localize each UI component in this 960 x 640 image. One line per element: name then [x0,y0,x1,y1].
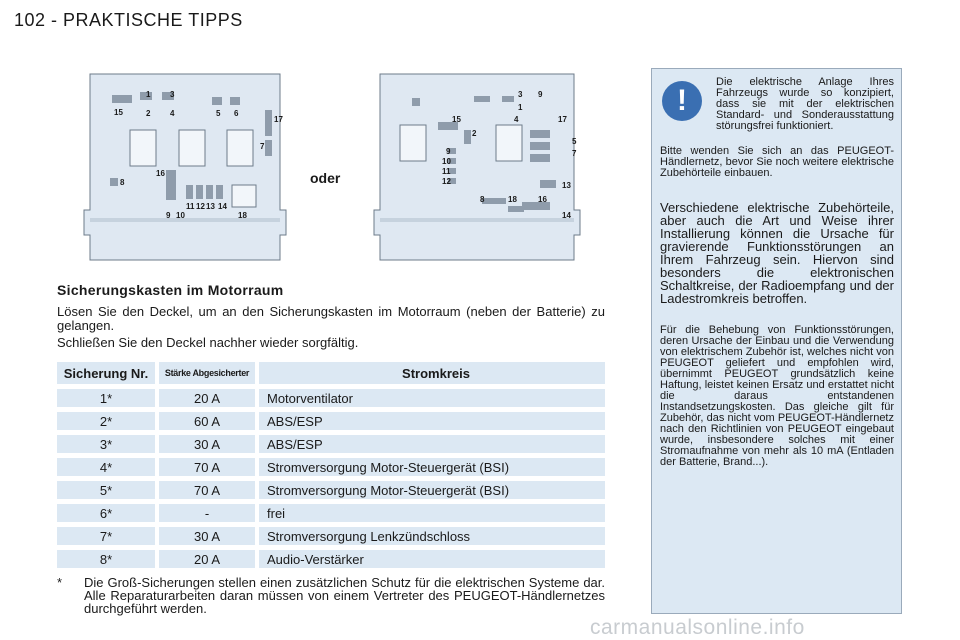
fuse-amperage: 20 A [159,389,259,407]
fuse-label: 18 [238,211,247,220]
fuse-number: 6* [57,504,159,522]
fuse-amperage: 70 A [159,481,259,499]
table-row [57,412,605,430]
fuse-circuit: frei [259,504,605,522]
fusebox-diagram-left [82,70,287,262]
fuse-number: 7* [57,527,159,545]
info-text: Für die Behebung von Funktionsstörungen, deren Ursache der Einbau und die Verwendung von elektrischem Zubehör ist, welches nicht von PEUGEOT geliefert und empfohlen wird, übernimmt PEUGEOT grundsätzlich keine Haftung, leistet keinen Ersatz und erstattet nicht die daraus entstandenen Instandsetzungskosten. Das gleiche gilt für Zubehör, das nicht vom PEUGEOT-Händlernetz nach den Richtlinien von PEUGEOT eingebaut wurde, insbesondere solches mit einer Stromaufnahme von mehr als 10 mA (Entladen der Batterie, Brand...). [660,324,894,468]
fuse-label: 8 [120,178,125,187]
fuse-label: 17 [274,115,283,124]
table-row [57,550,605,568]
fuse-label: 15 [114,108,123,117]
fuse-number: 2* [57,412,159,430]
fuse-label: 3 [518,90,523,99]
fuse-label: 9 [538,90,543,99]
fuse-table [57,357,605,573]
fuse-circuit: ABS/ESP [259,412,605,430]
table-row [57,435,605,453]
table-row [57,389,605,407]
instruction-text: Schließen Sie den Deckel nachher wieder sorgfältig. [57,335,359,350]
fuse-circuit: Audio-Verstärker [259,550,605,568]
fuse-label: 12 [196,202,205,211]
fuse-label: 10 [442,157,451,166]
fuse-label: 11 [186,202,195,211]
fuse-number: 8* [57,550,159,568]
fuse-circuit: ABS/ESP [259,435,605,453]
fuse-label: 1 [518,103,523,112]
fuse-label: 1 [146,90,151,99]
fuse-label: 14 [218,202,227,211]
fuse-amperage: - [159,504,259,522]
fuse-number: 5* [57,481,159,499]
section-title: Sicherungskasten im Motorraum [57,282,284,298]
fuse-label: 3 [170,90,175,99]
fuse-amperage: 30 A [159,435,259,453]
fuse-label: 5 [572,137,577,146]
fuse-label: 15 [452,115,461,124]
column-header: Stärke Abgesicherter [159,362,259,384]
fuse-label: 2 [472,129,477,138]
fuse-label: 16 [538,195,547,204]
column-header: Sicherung Nr. [57,362,159,384]
table-header-row [57,362,605,384]
fuse-label: 10 [176,211,185,220]
fuse-circuit: Motorventilator [259,389,605,407]
fuse-label: 4 [514,115,519,124]
footnote [57,576,605,615]
warning-info-box [651,68,902,614]
fuse-amperage: 20 A [159,550,259,568]
table-row [57,527,605,545]
fuse-amperage: 60 A [159,412,259,430]
fuse-number: 1* [57,389,159,407]
fuse-label: 9 [166,211,171,220]
fuse-label: 13 [562,181,571,190]
fuse-label: 18 [508,195,517,204]
fuse-label: 5 [216,109,221,118]
info-text: Verschiedene elektrische Zubehörteile, aber auch die Art und Weise ihrer Installierung können die Ursache für gravierende Funktionsstörungen an Ihrem Fahrzeug sein. Hiervon sind besonders die elektronischen Schaltkreise, der Radioempfang und der Ladestromkreis betroffen. [660,200,894,306]
exclamation-icon: ! [662,81,702,121]
fuse-label: 6 [234,109,239,118]
fuse-circuit: Stromversorgung Motor-Steuergerät (BSI) [259,458,605,476]
fuse-label: 12 [442,177,451,186]
fuse-label: 17 [558,115,567,124]
footnote-text: Die Groß-Sicherungen stellen einen zusätzlichen Schutz für die elektrischen Systeme dar. Alle Reparaturarbeiten daran müssen von einem Vertreter des PEUGEOT-Händlernetzes durchgeführt werden. [84,575,605,616]
fuse-label: 7 [260,142,265,151]
fuse-label: 9 [446,147,451,156]
fusebox-diagram-right [372,70,582,262]
page-title: 102 - PRAKTISCHE TIPPS [14,10,243,30]
column-header: Stromkreis [259,362,605,384]
fuse-label: 8 [480,195,485,204]
instruction-text: Lösen Sie den Deckel, um an den Sicherungskasten im Motorraum (neben der Batterie) zu gelangen. [57,304,605,333]
fuse-label: 13 [206,202,215,211]
fuse-number: 4* [57,458,159,476]
table-row [57,481,605,499]
fuse-label: 4 [170,109,175,118]
table-row [57,458,605,476]
fuse-label: 7 [572,149,577,158]
fuse-circuit: Stromversorgung Motor-Steuergerät (BSI) [259,481,605,499]
watermark: carmanualsonline.info [590,616,805,639]
fuse-amperage: 70 A [159,458,259,476]
fuse-amperage: 30 A [159,527,259,545]
table-row [57,504,605,522]
fuse-label: 14 [562,211,571,220]
footnote-marker: * [57,575,63,590]
fuse-label: 11 [442,167,451,176]
oder-label: oder [310,170,341,186]
info-text: Bitte wenden Sie sich an das PEUGEOT-Händlernetz, bevor Sie noch weitere elektrische Zubehörteile einbauen. [660,145,894,179]
fuse-label: 16 [156,169,165,178]
fuse-circuit: Stromversorgung Lenkzündschloss [259,527,605,545]
info-text: Die elektrische Anlage Ihres Fahrzeugs wurde so konzipiert, dass sie mit der elektrischen Standard- und Sonderausstattung störungsfrei funktioniert. [716,76,894,132]
fuse-label: 2 [146,109,151,118]
fuse-number: 3* [57,435,159,453]
